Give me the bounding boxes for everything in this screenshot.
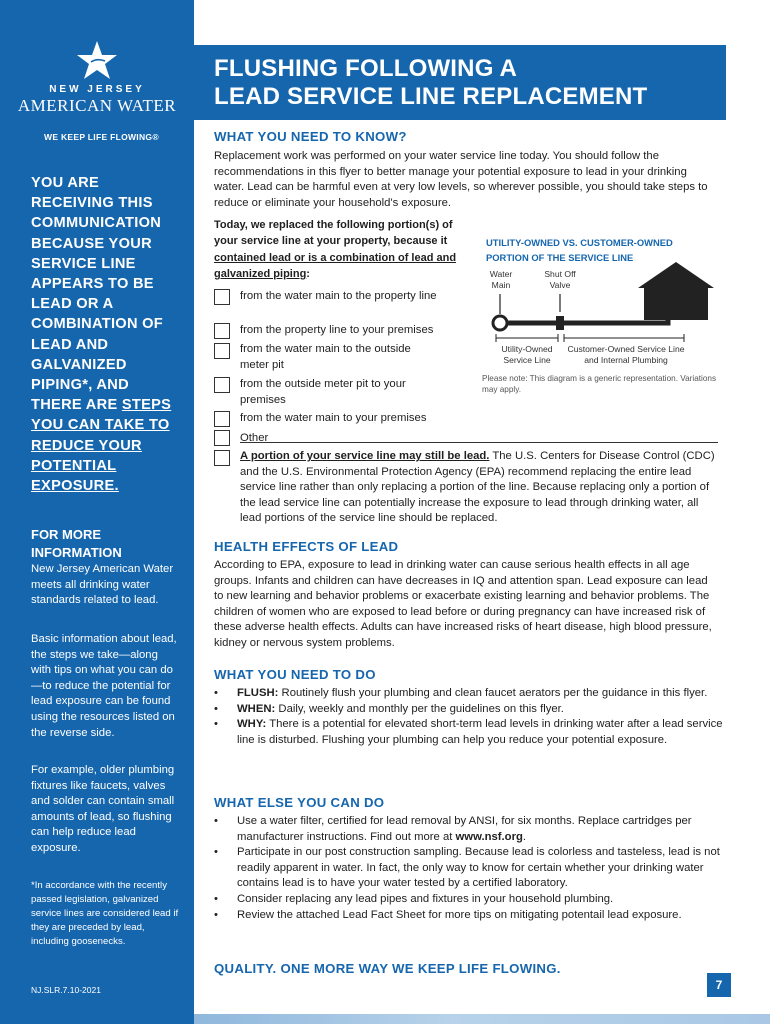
title-line-1: FLUSHING FOLLOWING A: [214, 55, 518, 82]
service-pipe: [500, 320, 668, 323]
need-to-know-text: Replacement work was performed on your water service line today. You should follow the recommendations in this flyer to better manage your potential exposure to lead in your drinking water. Lead can be harmful even at very low levels, so wherever possible, you should take steps to reduce or eliminate your household's exposure.: [214, 150, 708, 209]
more-info-title: FOR MORE INFORMATION: [31, 527, 122, 560]
other-input-line[interactable]: [240, 442, 718, 443]
logo-company: AMERICAN WATER: [17, 96, 177, 115]
service-line-diagram: [478, 234, 728, 404]
list-item-label: FLUSH:: [237, 687, 279, 699]
need-to-do-list: [214, 686, 724, 748]
sidebar-footnote: *In accordance with the recently passed legislation, galvanized service lines are considered lead if they are preceded by lead, including goosenecks.: [31, 880, 179, 947]
option-checkbox-1[interactable]: [214, 289, 230, 305]
title-banner: [194, 45, 726, 120]
partial-warning-text: The U.S. Centers for Disease Control (CDC) and the U.S. Environmental Protection Agency (EPA) recommend replacing the entire lead service line rather than only replacing a portion of the line. Because replacing only a portion of the lead service line can potentially increase the exposure to lead through drinking water, all lead portions of the service line should be replaced.: [240, 450, 715, 525]
headline-text: YOU ARE RECEIVING THIS COMMUNICATION BECAUSE YOUR SERVICE LINE APPEARS TO BE LEAD OR A COMBINATION OF LEAD AND GALVANIZED PIPING*, AND THERE ARE: [31, 175, 164, 414]
label-shut-off-valve: Shut Off Valve: [544, 269, 576, 290]
list-item-text: Use a water filter, certified for lead removal by ANSI, for six months. Replace cartridges per manufacturer instructions. Find out more at: [237, 815, 692, 843]
sidebar-headline: [31, 173, 181, 496]
option-checkbox-5[interactable]: [214, 411, 230, 427]
bottom-strip: [194, 1014, 770, 1024]
list-item: [214, 892, 724, 908]
page-number: 7: [707, 973, 731, 997]
list-item-text: .: [522, 830, 527, 843]
option-label-1: from the water main to the property line: [240, 290, 437, 302]
option-checkbox-4[interactable]: [214, 377, 230, 393]
replaced-intro-a: Today, we replaced the following portion(s) of your service line at your property, because it: [214, 219, 453, 248]
water-main-icon: [493, 316, 507, 330]
headline-link: STEPS YOU CAN TAKE TO REDUCE YOUR POTENTIAL EXPOSURE.: [31, 397, 172, 495]
list-item-label: WHY:: [237, 718, 267, 731]
option-label-3: from the water main to the outside meter pit: [240, 343, 411, 371]
list-item-text: Daily, weekly and monthly per the guidelines on this flyer.: [275, 702, 564, 715]
sidebar-para-2: Basic information about lead, the steps we take—along with tips on what you can do—to reduce the potential for lead exposure can be found using the resources listed on the reverse side.: [31, 633, 177, 739]
partial-warning-lead: A portion of your service line may still be lead.: [240, 450, 490, 462]
option-label-4: from the outside meter pit to your premises: [240, 378, 406, 406]
list-item: [214, 686, 724, 702]
nsf-link[interactable]: www.nsf.org: [455, 830, 523, 843]
company-logo: [0, 40, 194, 116]
else-heading: WHAT ELSE YOU CAN DO: [214, 795, 385, 810]
title-line-2: LEAD SERVICE LINE REPLACEMENT: [214, 83, 648, 110]
list-item-label: WHEN:: [237, 702, 276, 715]
sidebar: [0, 0, 194, 1024]
need-to-do-heading: WHAT YOU NEED TO DO: [214, 667, 376, 682]
diagram-title: UTILITY-OWNED VS. CUSTOMER-OWNED PORTION OF THE SERVICE LINE: [486, 237, 673, 263]
house-icon: [644, 286, 708, 320]
list-item: [214, 908, 724, 924]
list-item-text: Routinely flush your plumbing and clean faucet aerators per the guidance in this flyer.: [278, 687, 708, 699]
quality-tagline: QUALITY. ONE MORE WAY WE KEEP LIFE FLOWING.: [214, 961, 561, 976]
partial-warning: [240, 449, 722, 527]
label-customer-owned: Customer-Owned Service Line and Internal Plumbing: [567, 344, 685, 365]
list-item-text: Review the attached Lead Fact Sheet for more tips on mitigating potentail lead exposure.: [237, 908, 682, 921]
option-label-2: from the property line to your premises: [240, 324, 434, 336]
shut-off-valve-icon: [556, 316, 564, 330]
option-checkbox-7[interactable]: [214, 450, 230, 466]
option-checkbox-2[interactable]: [214, 323, 230, 339]
need-to-know-heading: WHAT YOU NEED TO KNOW?: [214, 129, 407, 144]
list-item: [214, 814, 724, 845]
tagline: WE KEEP LIFE FLOWING®: [44, 132, 159, 142]
else-list: [214, 814, 724, 923]
house-roof-icon: [638, 262, 714, 288]
health-heading: HEALTH EFFECTS OF LEAD: [214, 539, 399, 554]
replaced-intro-underlined: contained lead or is a combination of lead and galvanized piping: [214, 251, 457, 280]
page-title: [214, 55, 647, 111]
list-item: [214, 702, 724, 718]
star-icon: [75, 40, 119, 82]
list-item: [214, 717, 724, 748]
logo-state: NEW JERSEY: [49, 84, 145, 95]
sidebar-para-3: For example, older plumbing fixtures like faucets, valves and solder can contain small amounts of lead, so flushing can help reduce lead exposure.: [31, 764, 175, 854]
option-checkbox-3[interactable]: [214, 343, 230, 359]
label-water-main: Water Main: [489, 269, 513, 290]
list-item-text: Consider replacing any lead pipes and fixtures in your household plumbing.: [237, 892, 614, 905]
label-utility-owned: Utility-Owned Service Line: [501, 344, 553, 365]
sidebar-para-1: New Jersey American Water meets all drinking water standards related to lead.: [31, 563, 174, 607]
option-checkbox-6[interactable]: [214, 430, 230, 446]
list-item-text: There is a potential for elevated short-term lead levels in drinking water after a lead service line is disturbed. Flushing your plumbing can help you reduce your potential exposure.: [237, 718, 723, 746]
list-item-text: Participate in our post construction sampling. Because lead is colorless and tasteless, lead is not readily apparent in water. In fact, the only way to know for certain whether your drinking water contains lead is to have your water tested by a certified laboratory.: [237, 846, 720, 890]
option-label-6: Other: [240, 432, 269, 444]
document-code: NJ.SLR.7.10-2021: [31, 985, 101, 995]
replaced-intro-b: :: [306, 267, 310, 280]
list-item: [214, 845, 724, 892]
health-text: According to EPA, exposure to lead in drinking water can cause serious health effects in all age groups. Infants and children can have decreases in IQ and attention span. Lead exposure can lead to new learning and behavior problems or exacerbate existing learning and behavior problems. The children of women who are exposed to lead before or during pregnancy can have increased risk of these adverse health effects. Adults can have increased risks of heart disease, high blood pressure, kidney or nervous system problems.: [214, 559, 712, 649]
replaced-intro: [214, 217, 459, 282]
option-label-5: from the water main to your premises: [240, 412, 427, 424]
diagram-note: Please note: This diagram is a generic representation. Variations may apply.: [482, 374, 717, 394]
